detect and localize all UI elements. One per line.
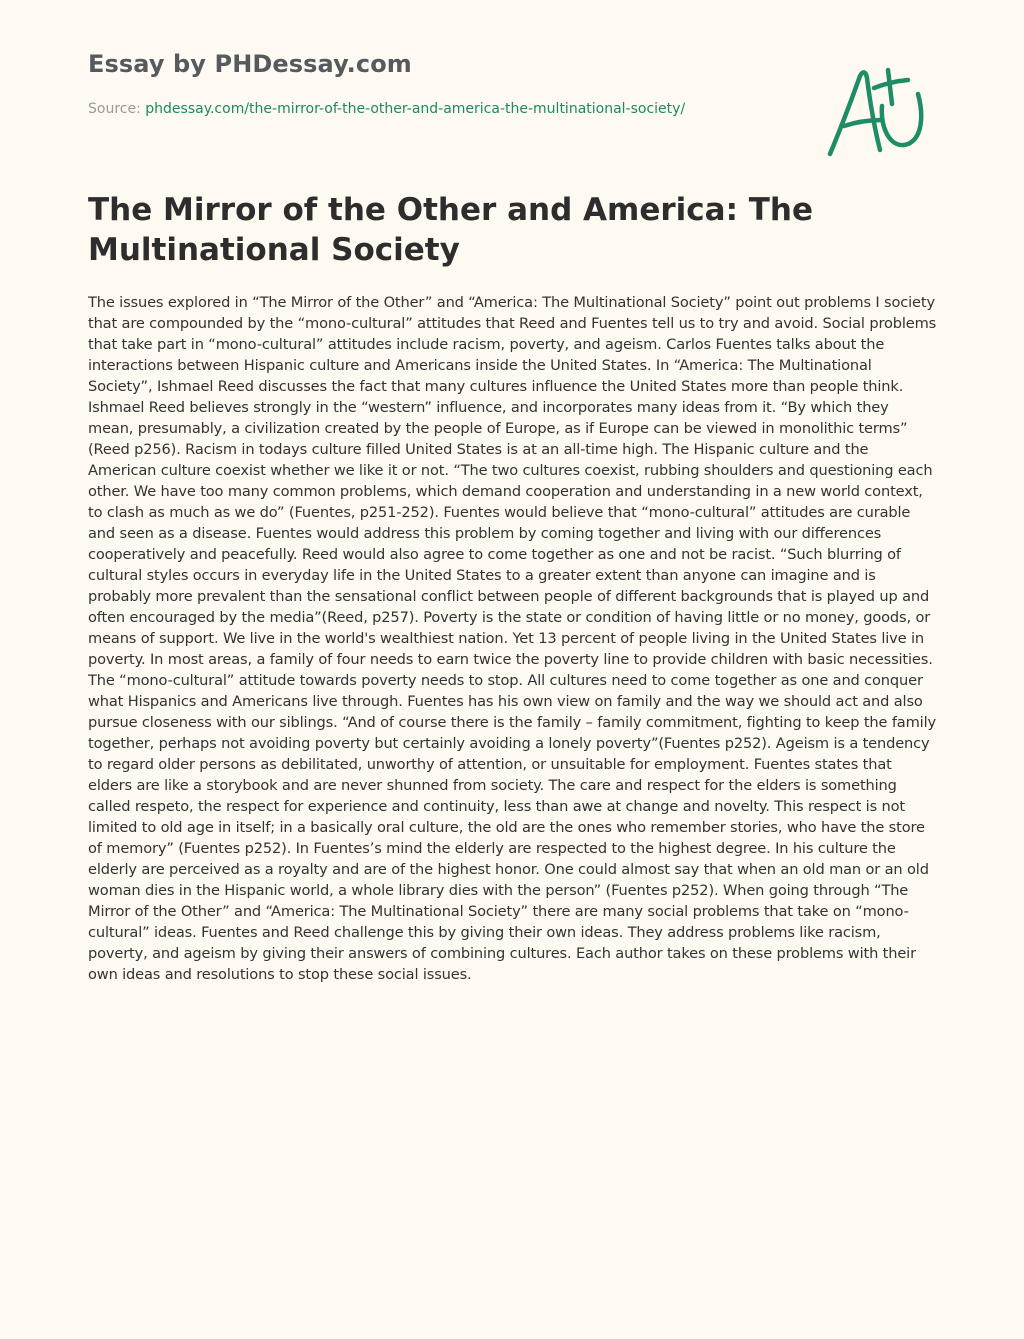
a-plus-grade-icon	[822, 64, 930, 162]
source-line	[88, 101, 685, 117]
site-brand: Essay by PHDessay.com	[88, 50, 412, 78]
essay-title: The Mirror of the Other and America: The Multinational Society	[88, 192, 814, 268]
essay-body: The issues explored in “The Mirror of the Other” and “America: The Multinational Society” point out problems I society that are compounded by the “mono-cultural” attitudes that Reed and Fuentes tell us to try and avoid. Social problems that take part in “mono-cultural” attitudes include racism, poverty, and ageism. Carlos Fuentes talks about the interactions between Hispanic culture and Americans inside the United States. In “America: The Multinational Society”, Ishmael Reed discusses the fact that many cultures influence the United States more than people think. Ishmael Reed believes strongly in the “western” influence, and incorporates many ideas from it. “By which they mean, presumably, a civilization created by the people of Europe, as if Europe can be viewed in monolithic terms” (Reed p256). Racism in todays culture filled United States is at an all-time high. The Hispanic culture and the American culture coexist whether we like it or not. “The two cultures coexist, rubbing shoulders and questioning each other. We have too many common problems, which demand cooperation and understanding in a new world context, to clash as much as we do” (Fuentes, p251-252). Fuentes would believe that “mono-cultural” attitudes are curable and seen as a disease. Fuentes would address this problem by coming together and living with our differences cooperatively and peacefully. Reed would also agree to come together as one and not be racist. “Such blurring of cultural styles occurs in everyday life in the United States to a greater extent than anyone can imagine and is probably more prevalent than the sensational conflict between people of different backgrounds that is played up and often encouraged by the media”(Reed, p257). Poverty is the state or condition of having little or no money, goods, or means of support. We live in the world's wealthiest nation. Yet 13 percent of people living in the United States live in poverty. In most areas, a family of four needs to earn twice the poverty line to provide children with basic necessities. The “mono-cultural” attitude towards poverty needs to stop. All cultures need to come together as one and conquer what Hispanics and Americans live through. Fuentes has his own view on family and the way we should act and also pursue closeness with our siblings. “And of course there is the family – family commitment, fighting to keep the family together, perhaps not avoiding poverty but certainly avoiding a lonely poverty”(Fuentes p252). Ageism is a tendency to regard older persons as debilitated, unworthy of attention, or unsuitable for employment. Fuentes states that elders are like a storybook and are never shunned from society. The care and respect for the elders is something called respeto, the respect for experience and continuity, less than awe at change and novelty. This respect is not limited to old age in itself; in a basically oral culture, the old are the ones who remember stories, who have the store of memory” (Fuentes p252). In Fuentes’s mind the elderly are respected to the highest degree. In his culture the elderly are perceived as a royalty and are of the highest honor. One could almost say that when an old man or an old woman dies in the Hispanic world, a whole library dies with the person” (Fuentes p252). When going through “The Mirror of the Other” and “America: The Multinational Society” there are many social problems that take on “mono-cultural” ideas. Fuentes and Reed challenge this by giving their own ideas. They address problems like racism, poverty, and ageism by giving their answers of combining cultures. Each author takes on these problems with their own ideas and resolutions to stop these social issues.	[88, 294, 937, 983]
source-label: Source:	[88, 101, 146, 117]
source-link[interactable]: phdessay.com/the-mirror-of-the-other-and-america-the-multinational-society/	[145, 101, 686, 117]
